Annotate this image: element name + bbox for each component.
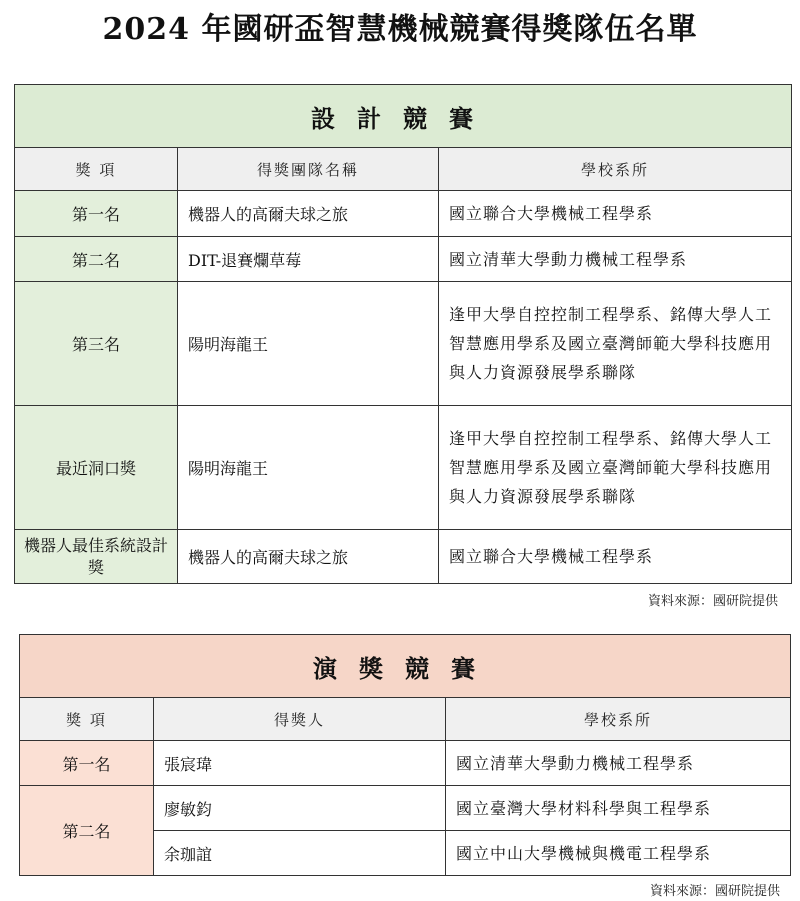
source-note: 資料來源：國研院提供 xyxy=(649,884,780,899)
table-row xyxy=(15,530,792,584)
section-title-design: 設計競賽 xyxy=(15,85,792,148)
header-team: 得獎團隊名稱 xyxy=(178,148,439,191)
header-award: 獎 項 xyxy=(20,698,154,741)
team-cell: 陽明海龍王 xyxy=(178,282,439,406)
table-row xyxy=(15,237,792,282)
award-cell: 第一名 xyxy=(20,741,154,786)
team-cell: 陽明海龍王 xyxy=(178,406,439,530)
school-cell: 國立中山大學機械與機電工程學系 xyxy=(446,831,791,876)
school-cell: 國立清華大學動力機械工程學系 xyxy=(446,741,791,786)
person-cell: 廖敏鈞 xyxy=(154,786,446,831)
table-row xyxy=(20,786,791,831)
school-cell: 國立臺灣大學材料科學與工程學系 xyxy=(446,786,791,831)
award-cell: 第三名 xyxy=(15,282,178,406)
school-cell: 國立聯合大學機械工程學系 xyxy=(439,191,792,237)
school-cell: 國立聯合大學機械工程學系 xyxy=(439,530,792,584)
award-cell: 第一名 xyxy=(15,191,178,237)
table-row xyxy=(15,191,792,237)
page-title: 2024 年國研盃智慧機械競賽得獎隊伍名單 xyxy=(102,12,698,47)
header-award: 獎 項 xyxy=(15,148,178,191)
school-cell: 逢甲大學自控控制工程學系、銘傳大學人工智慧應用學系及國立臺灣師範大學科技應用與人力資源發展學系聯隊 xyxy=(439,282,792,406)
team-cell: 機器人的高爾夫球之旅 xyxy=(178,191,439,237)
design-competition-table xyxy=(14,84,792,584)
section-title-demo: 演獎競賽 xyxy=(20,635,791,698)
team-cell: 機器人的高爾夫球之旅 xyxy=(178,530,439,584)
table-row xyxy=(15,282,792,406)
table-row xyxy=(15,406,792,530)
header-school: 學校系所 xyxy=(439,148,792,191)
demo-competition-table xyxy=(19,634,791,876)
source-note: 資料來源：國研院提供 xyxy=(647,594,778,609)
school-cell: 逢甲大學自控控制工程學系、銘傳大學人工智慧應用學系及國立臺灣師範大學科技應用與人力資源發展學系聯隊 xyxy=(439,406,792,530)
school-cell: 國立清華大學動力機械工程學系 xyxy=(439,237,792,282)
table-row xyxy=(20,741,791,786)
team-cell: DIT-退賽爛草莓 xyxy=(178,237,439,282)
award-cell: 第二名 xyxy=(20,786,154,876)
award-cell: 最近洞口獎 xyxy=(15,406,178,530)
award-cell: 機器人最佳系統設計獎 xyxy=(15,530,178,584)
person-cell: 余珈誼 xyxy=(154,831,446,876)
person-cell: 張宸瑋 xyxy=(154,741,446,786)
award-cell: 第二名 xyxy=(15,237,178,282)
header-school: 學校系所 xyxy=(446,698,791,741)
header-person: 得獎人 xyxy=(154,698,446,741)
